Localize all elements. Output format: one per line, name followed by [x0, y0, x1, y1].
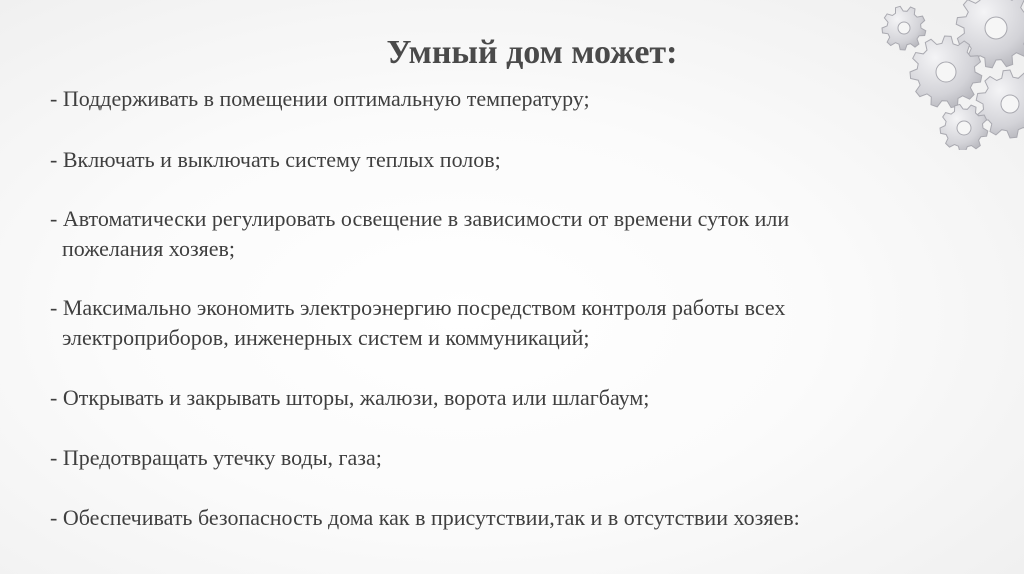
- list-item-text-continuation: электроприборов, инженерных систем и коммуникаций;: [62, 325, 590, 350]
- list-item-text: - Предотвращать утечку воды, газа;: [50, 445, 382, 470]
- list-item-text-continuation: пожелания хозяев;: [62, 236, 236, 261]
- list-item: [50, 293, 785, 353]
- list-item: [50, 84, 590, 114]
- list-item-text: - Автоматически регулировать освещение в зависимости от времени суток или: [50, 206, 790, 231]
- list-item-text: - Включать и выключать систему теплых полов;: [50, 147, 501, 172]
- list-item-text: - Открывать и закрывать шторы, жалюзи, ворота или шлагбаум;: [50, 385, 650, 410]
- list-item: [50, 383, 649, 413]
- gears-icon: [834, 0, 1024, 150]
- list-item-text: - Максимально экономить электроэнергию посредством контроля работы всех: [50, 295, 786, 320]
- list-item-text: - Обеспечивать безопасность дома как в присутствии,так и в отсутствии хозяев:: [50, 505, 800, 530]
- list-item: [50, 503, 800, 533]
- list-item: [50, 145, 501, 175]
- list-item-text: - Поддерживать в помещении оптимальную температуру;: [50, 86, 590, 111]
- list-item: [50, 443, 382, 473]
- slide-title: Умный дом может:: [386, 34, 678, 71]
- list-item: [50, 204, 789, 264]
